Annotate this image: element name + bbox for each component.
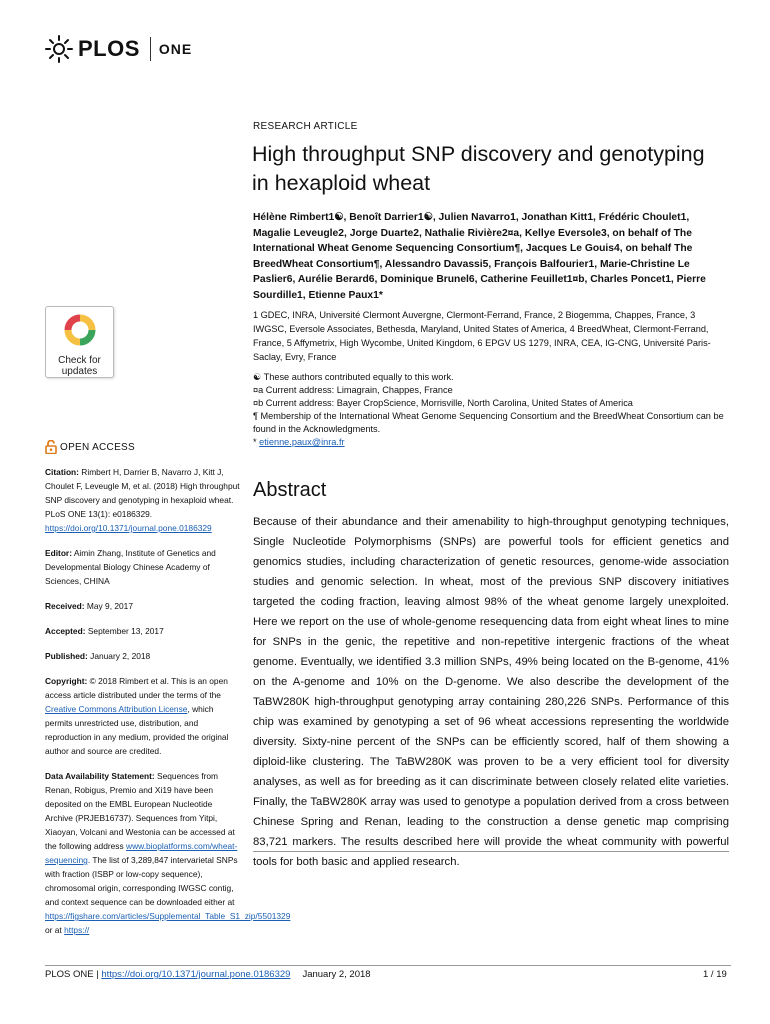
abstract-text: Because of their abundance and their amenability to high-throughput genotyping techniques, Single Nucleotide Polymorphisms (SNPs) are powerful tools for efficient genetics and genomics studies, including characterization of genetic resources, genome-wide association studies and genomic selection. In wheat, most of the previous SNP discovery initiatives targeted the coding fraction, leaving almost 98% of the wheat genome largely unexploited. Here we report on the use of whole-genome resequencing data from eight wheat lines to mine for SNPs in the genic, the repetitive and non-repetitive intergenic fractions of the wheat genome. Eventually, we identified 3.3 million SNPs, 49% being located on the B-genome, 41% on the A-genome and 10% on the D-genome. We also describe the development of the TaBW280K high-throughput genotyping array containing 280,226 SNPs. Performance of this chip was examined by genotyping a set of 96 wheat accessions representing the worldwide diversity. Sixty-nine percent of the SNPs can be efficiently scored, half of them showing a diploid-like clustering. The TaBW280K was proven to be a very efficient tool for diversity analyses, as well as for breeding as it can discriminate between closely related elite varieties. Finally, the TaBW280K array was used to genotype a population derived from a cross between Chinese Spring and Renan, leading to the construction a dense genetic map comprising 83,721 markers. The results described here will provide the wheat community with powerful tools for both basic and applied research. <box>253 516 729 868</box>
equal-contribution-note: ☯ These authors contributed equally to this work. <box>253 372 454 382</box>
article-type: RESEARCH ARTICLE <box>253 121 358 132</box>
footer-doi-link[interactable]: https://doi.org/10.1371/journal.pone.0186329 <box>101 969 291 980</box>
page-footer <box>45 969 371 980</box>
plos-sunburst-icon <box>44 34 74 64</box>
published-date: Published: January 2, 2018 <box>45 651 151 661</box>
logo-divider <box>150 37 151 61</box>
current-address-a: ¤a Current address: Limagrain, Chappes, France <box>253 385 453 395</box>
article-title: High throughput SNP discovery and genotyping in hexaploid wheat <box>252 142 705 195</box>
affiliations: 1 GDEC, INRA, Université Clermont Auvergne, Clermont-Ferrand, France, 2 Biogemma, Chappes, France, 3 IWGSC, Eversole Associates, Bethesda, Maryland, United States of America, 4 BreedWheat, Clermont-Ferrand, France, 5 Affymetrix, High Wycombe, United Kingdom, 6 EPGV US 1279, INRA, CEA, IG-CNG, Université Paris-Saclay, Evry, France <box>253 310 711 362</box>
abstract-heading: Abstract <box>253 479 327 501</box>
email-link[interactable]: etienne.paux@inra.fr <box>259 437 345 447</box>
abstract-divider <box>253 851 729 852</box>
logo-one-text: ONE <box>158 41 193 57</box>
open-lock-icon <box>45 440 57 454</box>
author-list: Hélène Rimbert1☯, Benoît Darrier1☯, Julien Navarro1, Jonathan Kitt1, Frédéric Choulet1, Magalie Leveugle2, Jorge Duarte2, Nathalie Rivière2¤a, Kellye Eversole3, on behalf of The International Wheat Genome Sequencing Consortium¶, Jacques Le Gouis4, on behalf The BreedWheat Consortium¶, Alessandro Davassi5, François Balfourier1, Marie-Christine Le Paslier6, Aurélie Berard6, Dominique Brunel6, Catherine Feuillet1¤b, Charles Poncet1, Pierre Sourdille1, Etienne Paux1* <box>253 212 706 301</box>
license-link[interactable]: Creative Commons Attribution License <box>45 704 188 714</box>
consortium-membership-note: ¶ Membership of the International Wheat Genome Sequencing Consortium and the BreedWheat Consortium can be found in the Acknowledgments. <box>253 411 724 434</box>
footer-divider <box>45 965 731 966</box>
received-date: Received: May 9, 2017 <box>45 601 133 611</box>
bioplatforms-link[interactable]: www.bioplatforms.com/wheat-sequencing <box>45 841 238 865</box>
footer-date: January 2, 2018 <box>302 969 371 980</box>
author-notes <box>253 371 728 449</box>
update-ring-icon <box>62 312 98 348</box>
corresponding-email: * etienne.paux@inra.fr <box>253 437 345 447</box>
editor: Editor: Aimin Zhang, Institute of Genetics and Developmental Biology Chinese Academy of Sciences, CHINA <box>45 548 216 586</box>
figshare-link[interactable]: https://figshare.com/articles/Supplemental_Table_S1_zip/5501329 <box>45 911 291 921</box>
current-address-b: ¤b Current address: Bayer CropScience, Morrisville, North Carolina, United States of America <box>253 398 633 408</box>
accepted-date: Accepted: September 13, 2017 <box>45 626 164 636</box>
open-access-label: OPEN ACCESS <box>45 440 135 454</box>
additional-link[interactable]: https:// <box>64 925 90 935</box>
footer-journal: PLOS ONE | <box>45 969 102 980</box>
citation: Citation: Rimbert H, Darrier B, Navarro J, Kitt J, Choulet F, Leveugle M, et al. (2018) High throughput SNP discovery and genotyping in hexaploid wheat. PLoS ONE 13(1): e0186329. https://doi.org/10.1371/journal.pone.0186329 <box>45 467 240 533</box>
data-availability: Data Availability Statement: Sequences from Renan, Robigus, Premio and Xi19 have been deposited on the EMBL European Nucleotide Archive (PRJEB16737). Sequences from Yitpi, Xiaoyan, Volcani and Westonia can be accessed at the following address www.bioplatforms.com/wheat-sequencing. The list of 3,289,847 intervarietal SNPs with fraction (ISBP or low-copy sequence), chromosomal origin, corresponding IWGSC contig, and context sequence can be downloaded either at https://figshare.com/articles/Supplemental_Table_S1_zip/5501329 or at https:// <box>45 771 291 935</box>
check-for-updates-badge[interactable] <box>45 306 114 378</box>
page-number: 1 / 19 <box>703 969 727 980</box>
copyright: Copyright: © 2018 Rimbert et al. This is an open access article distributed under the terms of the Creative Commons Attribution License, which permits unrestricted use, distribution, and reproduction in any medium, provided the original author and source are credited. <box>45 676 229 756</box>
logo-plos-text: PLOS <box>78 36 140 61</box>
plos-one-logo <box>44 34 192 64</box>
citation-doi-link[interactable]: https://doi.org/10.1371/journal.pone.0186329 <box>45 523 212 533</box>
badge-label: Check for updates <box>58 355 101 377</box>
